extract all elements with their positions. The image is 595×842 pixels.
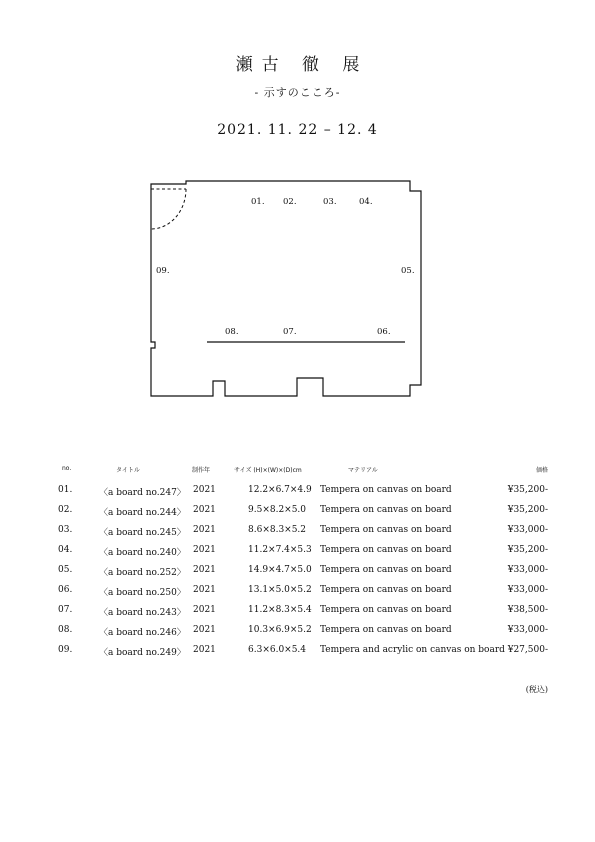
header-no: no.: [62, 465, 72, 472]
cell-year: 2021: [193, 545, 216, 555]
exhibition-title: 瀬古 徹 展: [235, 55, 369, 75]
cell-price: ¥33,000-: [507, 565, 548, 575]
cell-year: 2021: [193, 485, 216, 495]
cell-material: Tempera and acrylic on canvas on board: [320, 645, 505, 655]
cell-no: 08.: [58, 625, 73, 635]
cell-material: Tempera on canvas on board: [320, 585, 452, 595]
cell-title: 〈a board no.244〉: [99, 508, 186, 518]
plan-label-1: 01.: [251, 197, 265, 207]
cell-size: 11.2×8.3×5.4: [248, 605, 312, 615]
table-row: [0, 484, 595, 498]
cell-no: 06.: [58, 585, 73, 595]
cell-year: 2021: [193, 565, 216, 575]
cell-size: 10.3×6.9×5.2: [248, 625, 312, 635]
cell-no: 07.: [58, 605, 73, 615]
cell-year: 2021: [193, 605, 216, 615]
header-material: マテリアル: [348, 467, 378, 474]
cell-price: ¥33,000-: [507, 585, 548, 595]
cell-title: 〈a board no.250〉: [99, 588, 186, 598]
door-swing: [151, 189, 186, 229]
cell-material: Tempera on canvas on board: [320, 545, 452, 555]
cell-material: Tempera on canvas on board: [320, 525, 452, 535]
cell-price: ¥33,000-: [507, 525, 548, 535]
cell-price: ¥35,200-: [507, 505, 548, 515]
plan-label-3: 03.: [323, 197, 337, 207]
cell-price: ¥35,200-: [507, 545, 548, 555]
cell-size: 6.3×6.0×5.4: [248, 645, 307, 655]
header-size: サイズ (H)×(W)×(D)cm: [234, 467, 302, 474]
table-row: [0, 544, 595, 558]
header-title: タイトル: [116, 467, 140, 474]
plan-label-4: 04.: [359, 197, 373, 207]
cell-year: 2021: [193, 585, 216, 595]
cell-size: 12.2×6.7×4.9: [248, 485, 312, 495]
cell-no: 01.: [58, 485, 73, 495]
floor-plan-walls: [151, 181, 421, 396]
cell-no: 02.: [58, 505, 73, 515]
tax-note: (税込): [525, 685, 548, 694]
cell-material: Tempera on canvas on board: [320, 485, 452, 495]
cell-material: Tempera on canvas on board: [320, 505, 452, 515]
plan-label-7: 07.: [283, 327, 297, 337]
plan-label-2: 02.: [283, 197, 297, 207]
cell-size: 9.5×8.2×5.0: [248, 505, 307, 515]
cell-title: 〈a board no.240〉: [99, 548, 186, 558]
cell-size: 11.2×7.4×5.3: [248, 545, 312, 555]
header-year: 制作年: [192, 467, 211, 474]
cell-size: 13.1×5.0×5.2: [248, 585, 312, 595]
cell-material: Tempera on canvas on board: [320, 625, 452, 635]
table-row: [0, 524, 595, 538]
cell-year: 2021: [193, 505, 216, 515]
cell-no: 03.: [58, 525, 73, 535]
cell-year: 2021: [193, 645, 216, 655]
cell-title: 〈a board no.243〉: [99, 608, 186, 618]
header-price: 価格: [535, 467, 548, 474]
cell-title: 〈a board no.247〉: [99, 488, 186, 498]
cell-title: 〈a board no.246〉: [99, 628, 186, 638]
plan-label-9: 09.: [156, 266, 170, 276]
cell-no: 04.: [58, 545, 73, 555]
cell-size: 8.6×8.3×5.2: [248, 525, 307, 535]
cell-price: ¥38,500-: [507, 605, 548, 615]
cell-no: 05.: [58, 565, 73, 575]
cell-title: 〈a board no.252〉: [99, 568, 186, 578]
cell-title: 〈a board no.245〉: [99, 528, 186, 538]
plan-label-8: 08.: [225, 327, 239, 337]
table-row: [0, 604, 595, 618]
cell-material: Tempera on canvas on board: [320, 605, 452, 615]
table-row: [0, 624, 595, 638]
exhibition-dates: 2021. 11. 22 – 12. 4: [217, 122, 378, 138]
table-header: [0, 462, 595, 476]
cell-no: 09.: [58, 645, 73, 655]
cell-material: Tempera on canvas on board: [320, 565, 452, 575]
table-row: [0, 504, 595, 518]
cell-size: 14.9×4.7×5.0: [248, 565, 312, 575]
plan-label-5: 05.: [401, 266, 415, 276]
cell-price: ¥27,500-: [507, 645, 548, 655]
exhibition-subtitle: - 示すのこころ-: [254, 86, 341, 99]
table-row: [0, 564, 595, 578]
cell-price: ¥35,200-: [507, 485, 548, 495]
cell-price: ¥33,000-: [507, 625, 548, 635]
table-row: [0, 584, 595, 598]
plan-label-6: 06.: [377, 327, 391, 337]
cell-year: 2021: [193, 525, 216, 535]
cell-year: 2021: [193, 625, 216, 635]
table-row: [0, 644, 595, 658]
cell-title: 〈a board no.249〉: [99, 648, 186, 658]
